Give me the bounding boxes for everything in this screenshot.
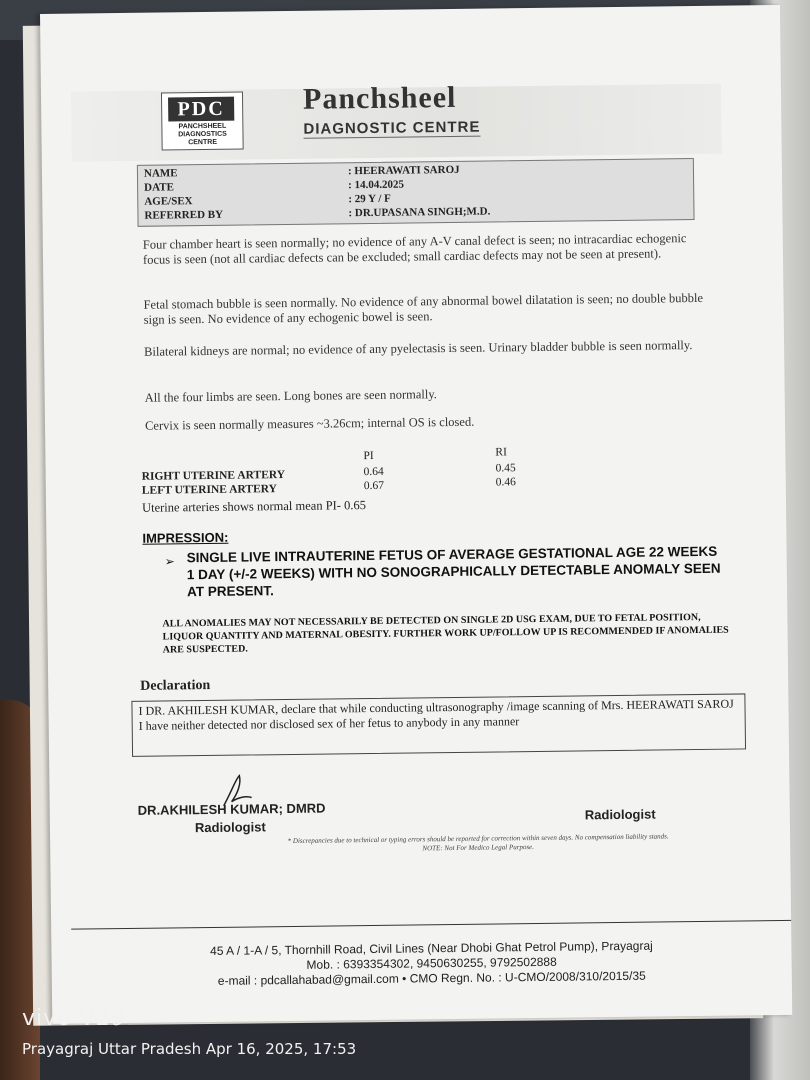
footer-email: e-mail : pdcallahabad@gmail.com • CMO Regn. No. : U-CMO/2008/310/2015/35: [217, 968, 646, 988]
impression-heading: IMPRESSION:: [142, 529, 229, 546]
patient-info-box: [137, 158, 695, 227]
date-value: : 14.04.2025: [348, 178, 405, 192]
finding-limbs: All the four limbs are seen. Long bones are seen normally.: [144, 387, 437, 405]
anomaly-note: ALL ANOMALIES MAY NOT NECESSARILY BE DETECTED ON SINGLE 2D USG EXAM, DUE TO FETAL POSITION, LIQUOR QUANTITY AND MATERNAL OBESITY. FURTHER WORK UP/FOLLOW UP IS RECOMMENDED IF ANOMALIES ARE SUSPECTED.: [162, 611, 729, 656]
disclaimer-line-1: * Discrepancies due to technical or typing errors should be reported for correction within seven days. No compensation liability stands.: [287, 832, 669, 846]
finding-kidneys: Bilateral kidneys are normal; no evidence of any pyelectasis is seen. Urinary bladder bubble is seen normally.: [144, 338, 693, 359]
report-page: [40, 5, 792, 1024]
logo-mark: PDC: [168, 97, 234, 122]
logo: [161, 92, 244, 151]
right-artery-ri: 0.45: [495, 462, 516, 475]
agesex-label: AGE/SEX: [144, 195, 193, 208]
doctor-role: Radiologist: [194, 819, 266, 836]
doctor-name: DR.AKHILESH KUMAR; DMRD: [137, 800, 326, 818]
name-label: NAME: [143, 167, 178, 180]
ri-header: RI: [495, 446, 507, 459]
left-artery-pi: 0.67: [363, 479, 384, 493]
mean-pi: Uterine arteries shows normal mean PI- 0.65: [141, 498, 367, 515]
date-label: DATE: [144, 181, 174, 194]
referred-value: : DR.UPASANA SINGH;M.D.: [348, 205, 491, 220]
centre-subtitle: DIAGNOSTIC CENTRE: [303, 118, 481, 138]
centre-name: Panchsheel: [302, 80, 457, 116]
right-artery-label: RIGHT UTERINE ARTERY: [141, 469, 286, 483]
finding-stomach: Fetal stomach bubble is seen normally. No evidence of any abnormal bowel dilatation is seen; no double bubble sign is seen. No evidence of any echogenic bowel is seen.: [143, 290, 704, 327]
declaration-heading: Declaration: [140, 677, 211, 694]
left-artery-label: LEFT UTERINE ARTERY: [141, 483, 278, 497]
agesex-value: : 29 Y / F: [348, 192, 391, 206]
disclaimer: [198, 831, 758, 856]
right-artery-pi: 0.64: [363, 465, 384, 479]
finding-cervix: Cervix is seen normally measures ~3.26cm; internal OS is closed.: [144, 414, 475, 433]
impression-text: SINGLE LIVE INTRAUTERINE FETUS OF AVERAGE GESTATIONAL AGE 22 WEEKS 1 DAY (+/-2 WEEKS) WITH NO SONOGRAPHICALLY DETECTABLE ANOMALY SEEN AT PRESENT.: [186, 543, 721, 600]
finding-heart: Four chamber heart is seen normally; no evidence of any A-V canal defect is seen; no intracardiac echogenic focus is seen (not all cardiac defects can be excluded; small cardiac defects may not be seen at present).: [142, 231, 687, 267]
footer-address-block: [121, 938, 742, 991]
footer-mobile: Mob. : 6393354302, 9450630255, 9792502888: [306, 954, 557, 972]
pi-header: PI: [363, 449, 374, 463]
disclaimer-line-2: NOTE: Not For Medico Legal Purpose.: [422, 843, 535, 853]
logo-text: PANCHSHEEL DIAGNOSTICS CENTRE: [178, 122, 227, 147]
declaration-box: I DR. AKHILESH KUMAR, declare that while conducting ultrasonography /image scanning of Mrs. HEERAWATI SAROJ I have neither detected nor disclosed sex of her fetus to anybody in any manner: [131, 693, 746, 756]
name-value: : HEERAWATI SAROJ: [347, 163, 460, 178]
footer-address: 45 A / 1-A / 5, Thornhill Road, Civil Lines (Near Dhobi Ghat Petrol Pump), Prayagraj: [210, 938, 653, 958]
impression-arrow: ➢: [164, 554, 175, 569]
camera-watermark-brand: vivo V29: [22, 1006, 126, 1031]
left-artery-ri: 0.46: [495, 476, 516, 489]
camera-watermark-location: Prayagraj Uttar Pradesh Apr 16, 2025, 17:53: [22, 1040, 357, 1058]
footer-divider: [71, 920, 791, 930]
second-radiologist-role: Radiologist: [584, 806, 656, 823]
referred-label: REFERRED BY: [144, 208, 224, 222]
